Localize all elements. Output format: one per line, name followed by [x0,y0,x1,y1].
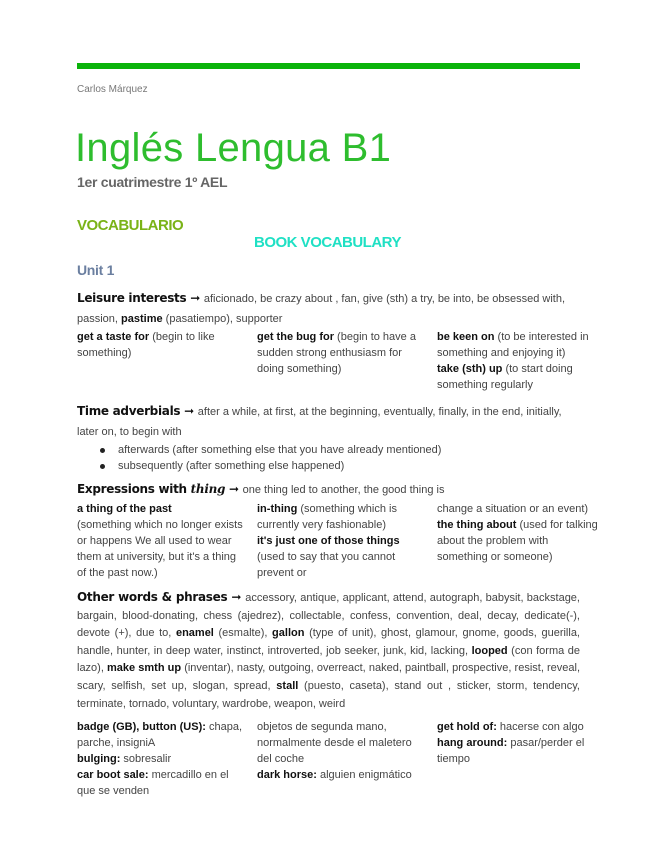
vocab-term: badge (GB), button (US): [77,721,206,734]
vocab-text: (something which no longer exists or happens We all used to wear them at university, but it's a thing of the past now.) [77,519,243,579]
document-subtitle: 1er cuatrimestre 1º AEL [77,174,228,190]
vocab-term: get the bug for [257,331,334,343]
vocab-term: get a taste for [77,331,150,343]
thing-paragraph [77,480,580,499]
thing-col-3 [437,501,600,581]
other-col-3 [437,719,600,799]
vocab-text: (type of unit), ghost, glamour, gnome, goods, guerilla, handle, hunter, in deep water, instinct, introverted, job seeker, junk, kid, lacking, [77,627,580,657]
section-subheading: BOOK VOCABULARY [254,234,401,251]
thing-columns [77,501,598,581]
vocab-text: (used to say that you cannot prevent or [257,551,396,579]
unit-heading: Unit 1 [77,262,115,278]
vocab-text: hacerse con algo [496,721,584,734]
vocab-term: hang around: [437,737,508,750]
vocab-text: (something which is currently very fashionable) [257,503,397,531]
time-bullets [100,442,580,474]
thing-heading-emphasis: thing [190,482,226,496]
vocab-term: gallon [272,627,305,640]
leisure-col-1 [77,329,247,393]
vocab-text: objetos de segunda mano, normalmente desde el maletero del coche [257,721,412,766]
leisure-columns [77,329,589,393]
leisure-col-3 [437,329,600,393]
vocab-term: a thing of the past [77,503,172,515]
thing-col-2 [257,501,427,581]
vocab-term: the thing about [437,519,517,531]
author-name: Carlos Márquez [77,84,148,95]
arrow-icon: ➞ [225,482,243,496]
vocab-text: (con forma de lazo), [77,644,580,675]
vocab-term: be keen on [437,331,495,343]
vocab-text: mercadillo en el que se venden [77,769,229,798]
vocab-text: chapa, parche, insigniA [77,721,243,750]
vocab-term: pastime [121,313,163,325]
vocab-term: looped [471,644,508,657]
vocab-text: (puesto, caseta), stand out , sticker, storm, tendency, terminate, tornado, voluntary, wardrobe, weapon, weird [77,679,580,710]
vocab-term: it's just one of those things [257,535,400,547]
other-col-1 [77,719,247,799]
time-heading: Time adverbials [77,404,181,418]
vocab-text: (esmalte), [213,627,273,640]
vocab-text: (begin to like something) [77,331,215,359]
vocab-text: (inventar), nasty, outgoing, overreact, naked, paintball, prospective, resist, reveal, scary, selfish, set up, slogan, spread, [77,662,580,692]
arrow-icon: ➞ [180,404,198,418]
vocab-text: (pasatiempo), supporter [162,313,283,325]
other-columns [77,719,585,799]
time-paragraph [77,401,580,442]
vocab-term: car boot sale: [77,769,149,782]
arrow-icon: ➞ [227,590,246,604]
vocab-text: (to be interested in something and enjoying it) [437,331,589,359]
vocab-term: make smth up [107,662,182,675]
document-title: Inglés Lengua B1 [75,126,392,170]
vocab-text: accessory, antique, applicant, attend, autograph, babysit, backstage, bargain, blood-donating, chess (ajedrez), collectable, confess, convention, deal, decay, dedicate(-), devote (+), due to, [77,592,580,640]
vocab-text: after a while, at first, at the beginning, eventually, finally, in the end, initially, later on, to begin with [77,406,562,438]
thing-col-1 [77,501,247,581]
section-heading: VOCABULARIO [77,217,184,234]
leisure-paragraph [77,288,580,329]
other-paragraph [77,589,580,713]
vocab-term: enamel [175,627,214,640]
document-body [77,288,598,799]
vocab-text: sobresalir [120,753,172,766]
vocab-term: in-thing [257,503,298,515]
bullet-item: afterwards (after something else that you have already mentioned) [100,442,580,458]
other-heading: Other words & phrases [77,590,228,604]
vocab-term: take (sth) up [437,363,503,375]
vocab-text: pasar/perder el tiempo [437,737,585,766]
vocab-text: (begin to have a sudden strong enthusiasm for doing something) [257,331,416,375]
other-col-2 [257,719,427,799]
vocab-text: alguien enigmático [316,769,412,782]
vocab-text: change a situation or an event) [437,503,589,515]
vocab-term: stall [276,679,299,692]
leisure-col-2 [257,329,427,393]
arrow-icon: ➞ [186,291,204,305]
vocab-text: (used for talking about the problem with something or someone) [437,519,598,563]
vocab-text: (to start doing something regularly [437,363,573,391]
vocab-text: one thing led to another, the good thing is [242,484,445,496]
leisure-heading: Leisure interests [77,291,187,305]
vocab-term: get hold of: [437,721,497,734]
vocab-term: bulging: [77,753,121,766]
vocab-term: dark horse: [257,769,317,782]
vocab-text: aficionado, be crazy about , fan, give (sth) a try, be into, be obsessed with, passion, [77,293,566,325]
thing-heading: Expressions with [77,482,191,496]
header-rule [77,63,580,69]
bullet-item: subsequently (after something else happened) [100,458,580,474]
